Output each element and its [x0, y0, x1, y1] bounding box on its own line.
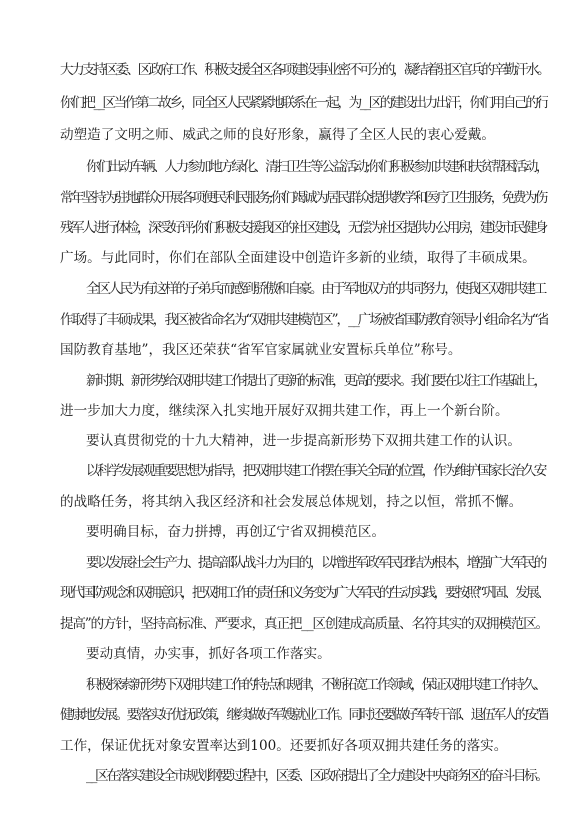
paragraph-line: 国防教育基地”，我区还荣获“省军官家属就业安置标兵单位”称号。: [60, 342, 462, 358]
paragraph-line: 你们把__区当作第二故乡，同全区人民紧紧地联系在一起，为__区的建设出力出汗，你们用自己的行: [60, 95, 548, 111]
paragraph-line: 全区人民为有这样的子弟兵而感到骄傲和自豪。由于军地双方的共同努力，使我区双拥共建工: [86, 281, 545, 297]
paragraph-line: 大力支持区委、区政府工作、积极支援全区各项建设事业密不可分的，凝结着驻区官兵的辛勤汗水。: [60, 62, 548, 78]
paragraph-line: 提高”的方针，坚持高标准、严要求，真正把__区创建成高质量、名符其实的双拥模范区。: [60, 616, 548, 632]
paragraph-line: 要动真情，办实事，抓好各项工作落实。: [86, 646, 331, 662]
paragraph-line: 要以发展社会生产力、提高部队战斗力为目的，以增进军政军民团结为根本，增强广大军民的: [86, 555, 545, 571]
paragraph-line: 动塑造了文明之师、威武之师的良好形象，赢得了全区人民的衷心爱戴。: [60, 127, 495, 143]
paragraph-line: 新时期、新形势给双拥共建工作提出了更新的标准，更高的要求。我们要在以往工作基础上，: [86, 373, 545, 389]
paragraph-line: 积极探索新形势下双拥共建工作的特点和规律，不断拓宽工作领域，保证双拥共建工作持久、: [86, 677, 545, 693]
paragraph-line: 要明确目标，奋力拼搏，再创辽宁省双拥模范区。: [86, 524, 386, 540]
paragraph-line: 进一步加大力度，继续深入扎实地开展好双拥共建工作，再上一个新台阶。: [60, 403, 509, 419]
paragraph-line: 要认真贯彻党的十九大精神，进一步提高新形势下双拥共建工作的认识。: [86, 433, 521, 449]
paragraph-line: 以科学发展观重要思想为指导，把双拥共建工作摆在事关全局的位置，作为维护国家长治久安: [86, 463, 545, 479]
paragraph-line: 作取得了丰硕成果，我区被省命名为“双拥共建模范区”，__广场被省国防教育领导小组命名为“省: [60, 312, 548, 328]
paragraph-line: 工作，保证优抚对象安置率达到100。还要抓好各项双拥共建任务的落实。: [60, 738, 508, 754]
paragraph-line: 现代国防观念和双拥意识，把双拥工作的责任和义务变为广大军民的生动实践，要按照“巩固、发展、: [60, 585, 548, 601]
paragraph-line: 常年坚持为驻地群众开展各项便民利民服务;你们竭诚为居民群众提供教学和医疗卫生服务，免费为伤: [60, 190, 546, 206]
paragraph-line: 你们出动车辆、人力参加地方绿化、清扫卫生等公益活动;你们积极参加共建和扶贫帮困活动，: [86, 159, 548, 175]
paragraph-line: __区在落实建设全市规划纲要过程中，区委、区政府提出了全力建设中央商务区的奋斗目标。: [86, 768, 547, 784]
paragraph-line: 的战略任务，将其纳入我区经济和社会发展总体规划，持之以恒，常抓不懈。: [60, 494, 523, 510]
paragraph-line: 广场。与此同时，你们在部队全面建设中创造许多新的业绩，取得了丰硕成果。: [60, 250, 536, 266]
paragraph-line: 健康地发展。要落实好优抚政策，继续做好军嫂就业工作。同时还要做好军转干部、退伍军人的安置: [60, 707, 548, 723]
paragraph-line: 残军人进行体检，深受好评;你们积极支援我区的社区建设，无偿为社区提供办公用房，建设市民健身: [60, 220, 546, 236]
